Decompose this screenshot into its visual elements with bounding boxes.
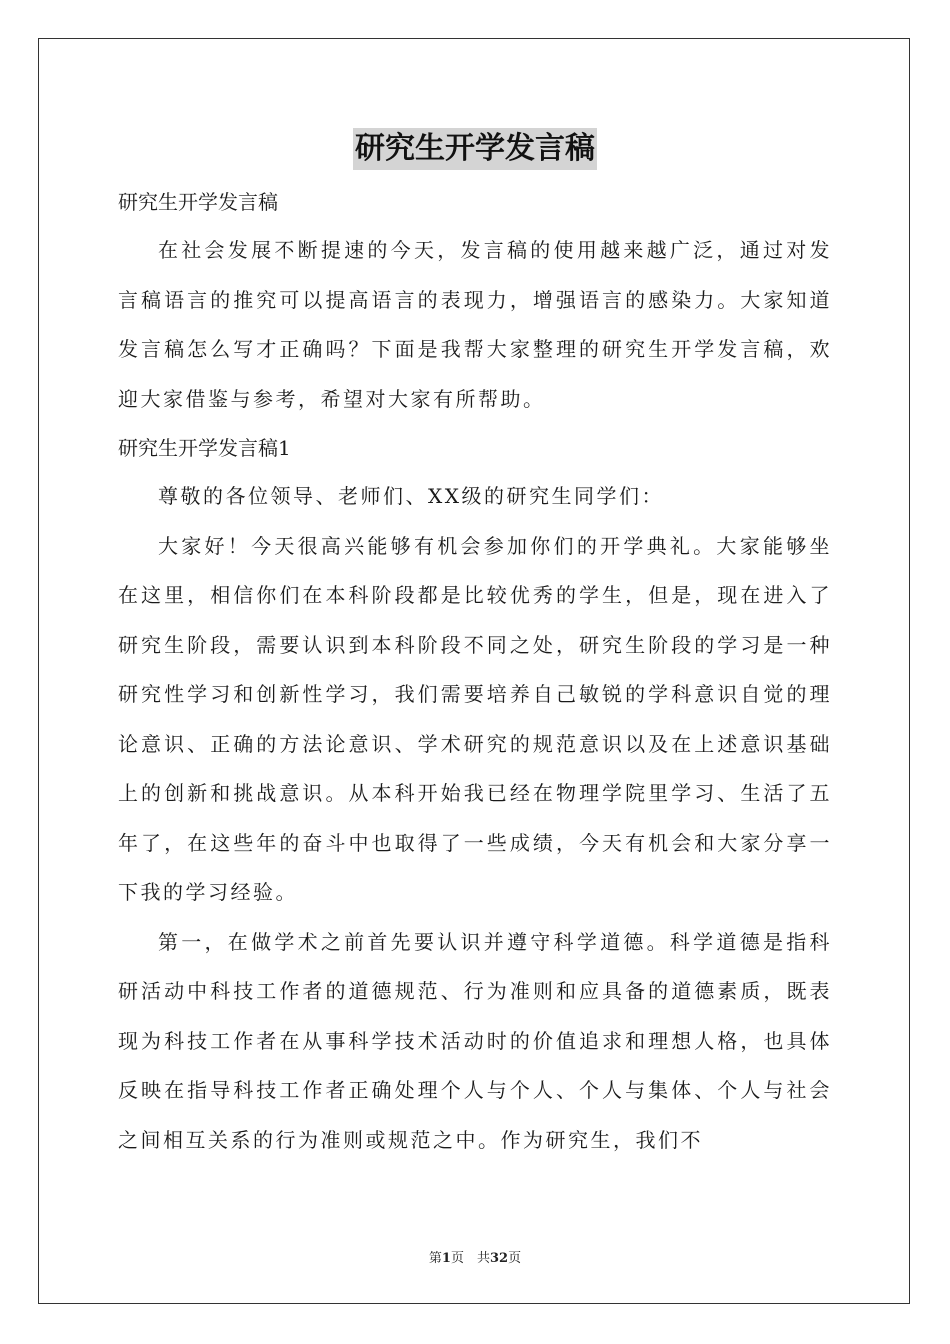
page-label-suffix: 页 xyxy=(508,1251,522,1266)
title-container xyxy=(0,128,950,170)
salutation: 尊敬的各位领导、老师们、XX级的研究生同学们： xyxy=(158,484,664,508)
current-page-number: 1 xyxy=(441,1251,451,1266)
document-body xyxy=(118,178,832,1165)
page-footer xyxy=(0,1247,950,1266)
total-page-count: 32 xyxy=(489,1251,509,1266)
intro-paragraph: 在社会发展不断提速的今天，发言稿的使用越来越广泛，通过对发言稿语言的推究可以提高语言的表现力，增强语言的感染力。大家知道发言稿怎么写才正确吗？下面是我帮大家整理的研究生开学发言稿，欢迎大家借鉴与参考，希望对大家有所帮助。 xyxy=(118,238,832,411)
body-paragraph: 第一，在做学术之前首先要认识并遵守科学道德。科学道德是指科研活动中科技工作者的道德规范、行为准则和应具备的道德素质，既表现为科技工作者在从事科学技术活动时的价值追求和理想人格，也具体反映在指导科技工作者正确处理个人与个人、个人与集体、个人与社会之间相互关系的行为准则或规范之中。作为研究生，我们不 xyxy=(118,929,832,1152)
body-paragraph: 大家好！今天很高兴能够有机会参加你们的开学典礼。大家能够坐在这里，相信你们在本科阶段都是比较优秀的学生，但是，现在进入了研究生阶段，需要认识到本科阶段不同之处，研究生阶段的学习是一种研究性学习和创新性学习，我们需要培养自己敏锐的学科意识自觉的理论意识、正确的方法论意识、学术研究的规范意识以及在上述意识基础上的创新和挑战意识。从本科开始我已经在物理学院里学习、生活了五年了，在这些年的奋斗中也取得了一些成绩，今天有机会和大家分享一下我的学习经验。 xyxy=(118,533,832,904)
section-heading: 研究生开学发言稿1 xyxy=(118,436,291,460)
page-label-prefix: 第 xyxy=(428,1251,442,1266)
document-title: 研究生开学发言稿 xyxy=(353,128,597,170)
document-subtitle: 研究生开学发言稿 xyxy=(118,190,278,214)
page-label-mid: 页 共 xyxy=(450,1251,490,1266)
